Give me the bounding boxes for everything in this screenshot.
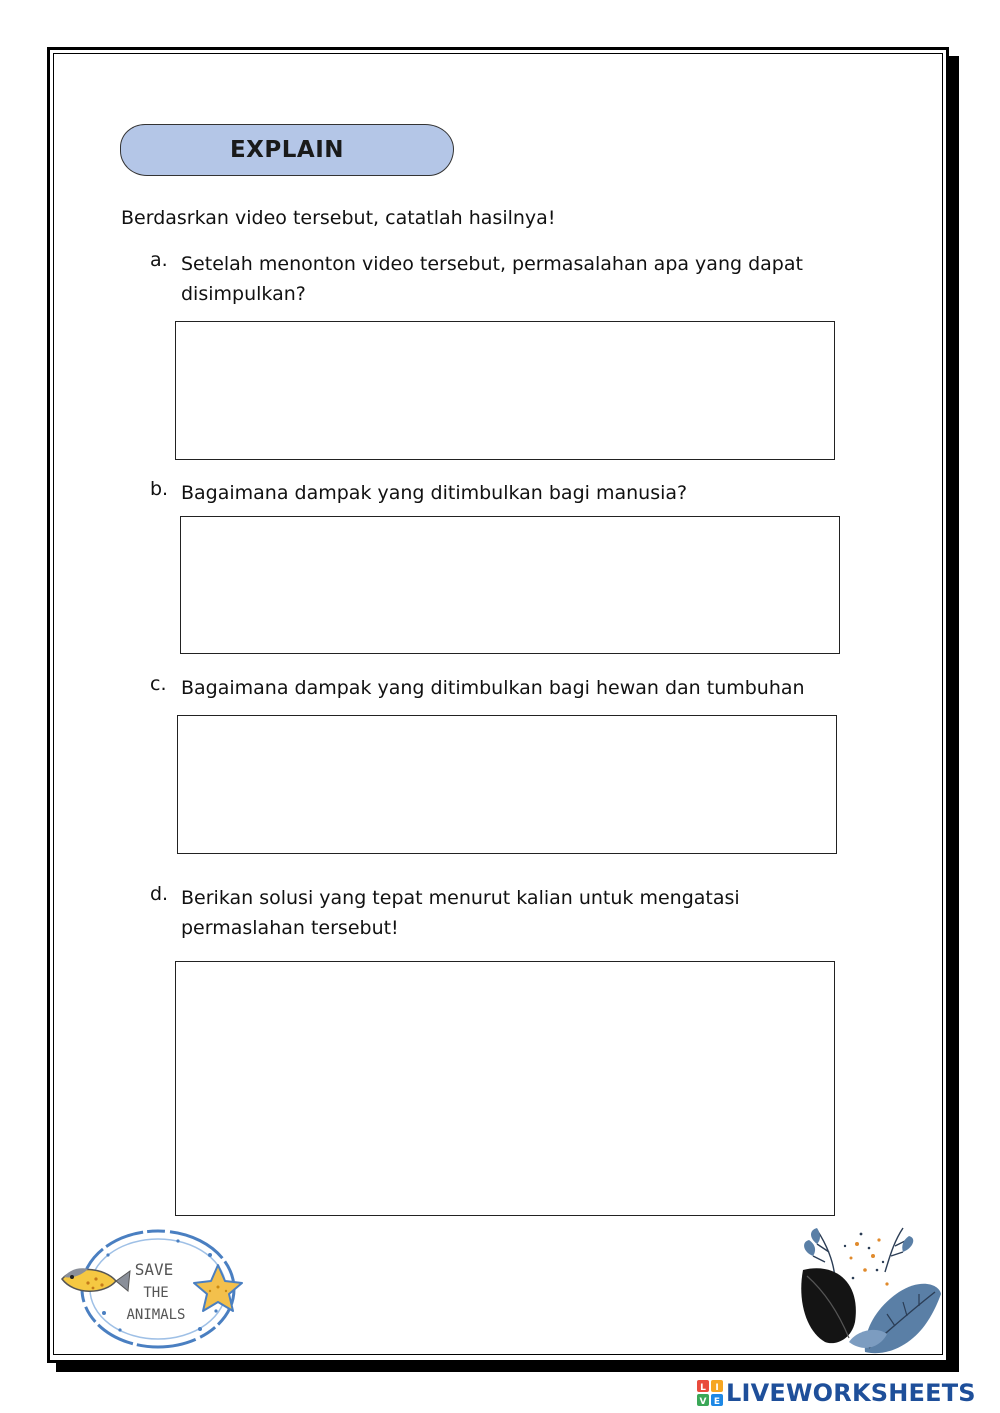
question-c-marker: c. [150, 673, 167, 695]
save-the-animals-logo [60, 1225, 250, 1353]
answer-box-d[interactable] [175, 961, 835, 1216]
liveworksheets-brand [697, 1377, 976, 1409]
brand-icon-letter-2: I [715, 1383, 719, 1393]
answer-box-a[interactable] [175, 321, 835, 460]
leaf-decoration [795, 1222, 945, 1357]
instruction-text: Berdasrkan video tersebut, catatlah hasilnya! [121, 207, 556, 229]
question-a-text: Setelah menonton video tersebut, permasalahan apa yang dapat disimpulkan? [181, 253, 803, 305]
brand-name: LIVEWORKSHEETS [726, 1379, 976, 1407]
question-d-marker: d. [150, 883, 169, 905]
brand-icon-letter-3: V [699, 1397, 707, 1406]
brand-icon-letter-4: E [713, 1397, 721, 1406]
logo-line-the: THE [143, 1285, 169, 1301]
dark-leaf-icon [801, 1268, 856, 1343]
answer-box-b[interactable] [180, 516, 840, 654]
section-title: EXPLAIN [229, 137, 345, 163]
question-b-marker: b. [150, 478, 169, 500]
logo-line-save: SAVE [134, 1260, 174, 1279]
question-a-marker: a. [150, 249, 168, 271]
question-c-text: Bagaimana dampak yang ditimbulkan bagi hewan dan tumbuhan [181, 677, 805, 699]
answer-box-c[interactable] [177, 715, 837, 854]
brand-icon-letter-1: L [700, 1383, 706, 1393]
liveworksheets-logo-icon [697, 1380, 723, 1406]
question-d-text: Berikan solusi yang tepat menurut kalian untuk mengatasi permaslahan tersebut! [181, 887, 740, 939]
logo-line-animals: ANIMALS [126, 1307, 186, 1323]
question-b-text: Bagaimana dampak yang ditimbulkan bagi manusia? [181, 482, 688, 504]
